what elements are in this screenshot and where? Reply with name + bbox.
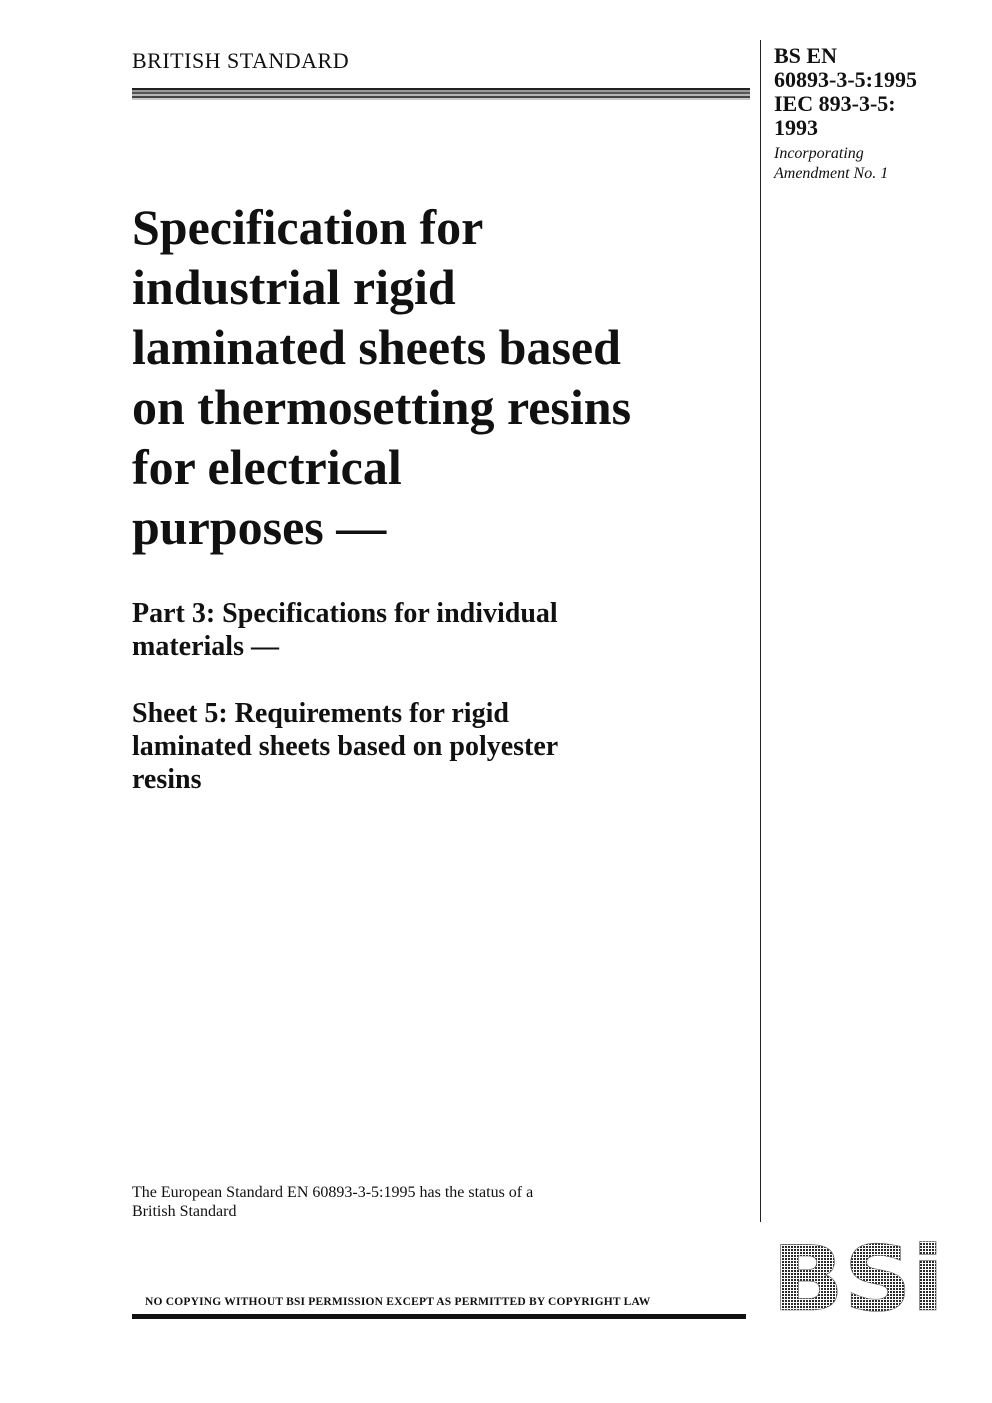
sheet-title <box>132 697 752 796</box>
status-note <box>132 1183 533 1221</box>
sheet-title-line: Sheet 5: Requirements for rigid <box>132 698 509 729</box>
header-rule <box>132 88 750 100</box>
title-line: on thermosetting resins <box>132 379 632 435</box>
footer-rule <box>132 1314 746 1319</box>
status-note-line: British Standard <box>132 1203 237 1220</box>
amendment-line: Amendment No. 1 <box>774 165 889 182</box>
copyright-notice: NO COPYING WITHOUT BSI PERMISSION EXCEPT AS PERMITTED BY COPYRIGHT LAW <box>145 1296 651 1308</box>
standard-number-line: IEC 893-3-5: <box>774 91 896 116</box>
sheet-title-line: resins <box>132 764 202 795</box>
bsi-logo-text: BSi <box>772 1240 944 1316</box>
title-line: laminated sheets based <box>132 319 621 375</box>
part-title-line: materials — <box>132 631 279 662</box>
standard-number-line: 60893-3-5:1995 <box>774 67 917 92</box>
bsi-logo <box>770 1240 946 1316</box>
title-line: Specification for <box>132 199 484 255</box>
document-title <box>132 197 752 557</box>
standard-number-block <box>774 44 974 184</box>
amendment-note <box>774 144 974 184</box>
status-note-line: The European Standard EN 60893-3-5:1995 has the status of a <box>132 1184 534 1201</box>
document-type-label: BRITISH STANDARD <box>132 48 350 73</box>
vertical-divider <box>760 40 761 1222</box>
title-line: for electrical <box>132 439 402 495</box>
amendment-line: Incorporating <box>774 145 864 162</box>
sheet-title-line: laminated sheets based on polyester <box>132 731 559 762</box>
part-title <box>132 597 752 663</box>
standard-number-line: 1993 <box>774 115 818 140</box>
title-line: industrial rigid <box>132 259 456 315</box>
part-title-line: Part 3: Specifications for individual <box>132 598 558 629</box>
standard-number-line: BS EN <box>774 43 837 68</box>
title-line: purposes — <box>132 499 387 555</box>
